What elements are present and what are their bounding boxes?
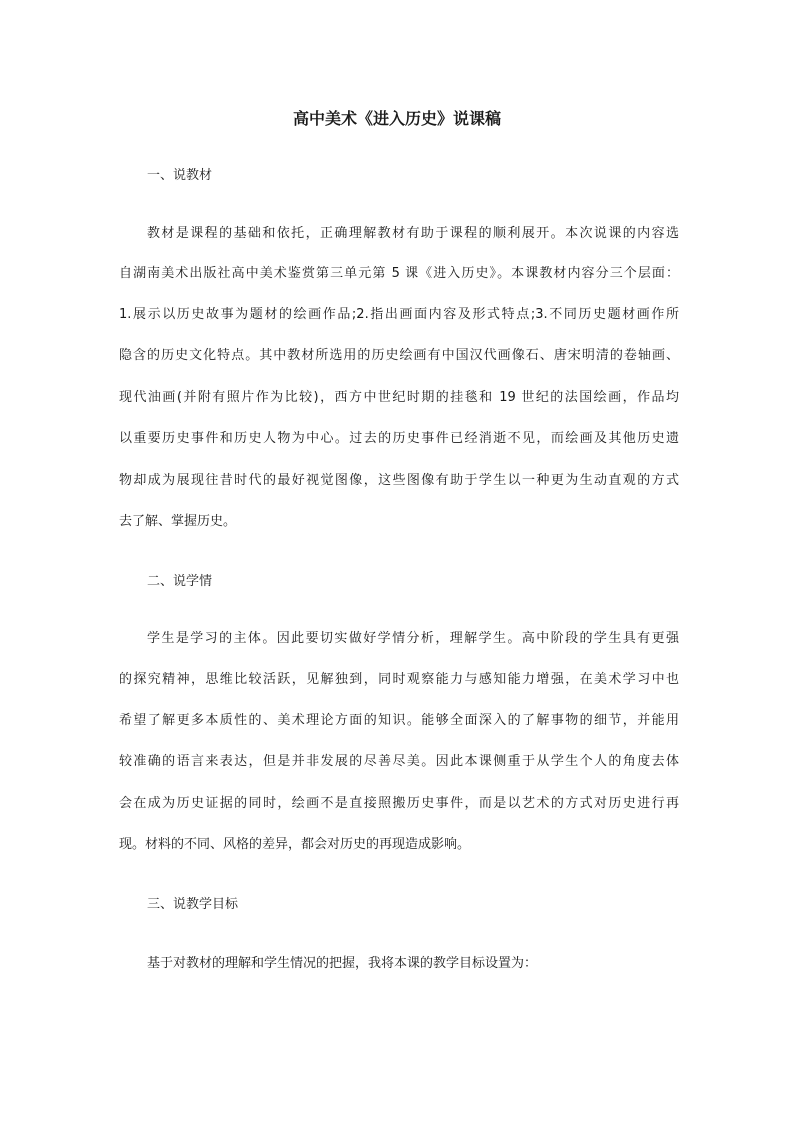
paragraph-line: 自湖南美术出版社高中美术鉴赏第三单元第 5 课《进入历史》。本课教材内容分三个层面： xyxy=(119,266,679,281)
paragraph-line: 基于对教材的理解和学生情况的把握，我将本课的教学目标设置为： xyxy=(147,956,538,971)
paragraph-line: 的探究精神，思维比较活跃，见解独到，同时观察能力与感知能力增强，在美术学习中也 xyxy=(119,672,679,687)
section-heading-students: 二、说学情 xyxy=(147,574,213,589)
document-title: 高中美术《进入历史》说课稿 xyxy=(292,109,501,128)
paragraph-line: 希望了解更多本质性的、美术理论方面的知识。能够全面深入的了解事物的细节，并能用 xyxy=(119,713,679,728)
paragraph-line: 现代油画(并附有照片作为比较)，西方中世纪时期的挂毯和 19 世纪的法国绘画，作品均 xyxy=(119,390,679,405)
paragraph-line: 较准确的语言来表达，但是并非发展的尽善尽美。因此本课侧重于从学生个人的角度去体 xyxy=(119,754,679,769)
paragraph-line: 1.展示以历史故事为题材的绘画作品;2.指出画面内容及形式特点;3.不同历史题材画作所 xyxy=(119,307,679,322)
paragraph-line: 教材是课程的基础和依托，正确理解教材有助于课程的顺利展开。本次说课的内容选 xyxy=(147,226,679,241)
section-heading-textbook: 一、说教材 xyxy=(147,168,213,183)
section-heading-objectives: 三、说教学目标 xyxy=(147,897,239,912)
paragraph-line: 去了解、掌握历史。 xyxy=(119,514,237,529)
paragraph-line: 现。材料的不同、风格的差异，都会对历史的再现造成影响。 xyxy=(119,837,471,852)
paragraph-line: 隐含的历史文化特点。其中教材所选用的历史绘画有中国汉代画像石、唐宋明清的卷轴画、 xyxy=(119,348,679,363)
paragraph-line: 物却成为展现往昔时代的最好视觉图像，这些图像有助于学生以一种更为生动直观的方式 xyxy=(119,473,679,488)
paragraph-line: 以重要历史事件和历史人物为中心。过去的历史事件已经消逝不见，而绘画及其他历史遗 xyxy=(119,431,679,446)
paragraph-line: 学生是学习的主体。因此要切实做好学情分析，理解学生。高中阶段的学生具有更强 xyxy=(147,631,679,646)
paragraph-line: 会在成为历史证据的同时，绘画不是直接照搬历史事件，而是以艺术的方式对历史进行再 xyxy=(119,796,679,811)
